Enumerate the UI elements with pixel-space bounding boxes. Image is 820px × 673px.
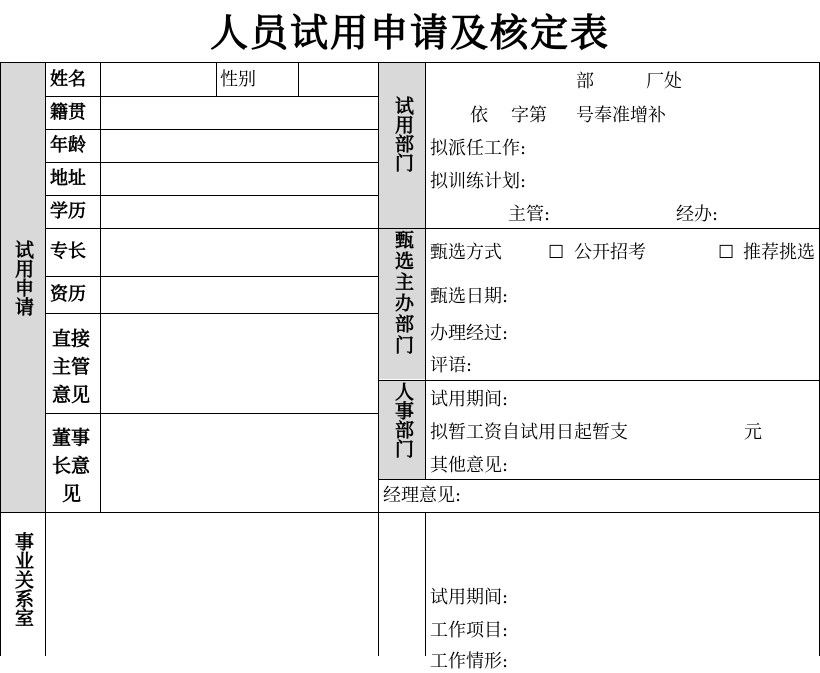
col-line-6 <box>425 62 426 480</box>
age-label: 年龄 <box>50 135 86 156</box>
supervisor-sign-label: 主管: <box>508 204 551 225</box>
qualification-label: 资历 <box>50 284 86 305</box>
affairs-section-label: 事业关系室 <box>12 532 34 627</box>
row-line-section <box>0 512 820 513</box>
chairman-opinion-line-1: 董事 <box>52 427 91 449</box>
col-line-5 <box>378 62 379 656</box>
hr-salary-label: 拟暂工资自试用日起暂支 <box>430 422 628 443</box>
hr-salary-unit: 元 <box>744 422 762 443</box>
dept-line-zidi: 字第 <box>511 105 547 126</box>
supervisor-opinion-line-1: 直接 <box>52 328 91 350</box>
screen-process-label: 办理经过: <box>430 323 509 344</box>
origin-label: 籍贯 <box>50 102 86 123</box>
dept-line-yi: 依 <box>470 105 488 126</box>
supervisor-opinion-label <box>52 325 90 409</box>
row-line-age <box>45 162 379 163</box>
option-open-recruit-label: 公开招考 <box>574 242 646 263</box>
option-recommend-label: 推荐挑选 <box>743 242 815 263</box>
specialty-label: 专长 <box>50 241 86 262</box>
row-line-specialty <box>45 276 379 277</box>
gender-input[interactable] <box>299 63 378 96</box>
row-line-qualification <box>45 313 379 314</box>
screen-label: 甄选主办部门 <box>392 230 414 356</box>
row-line-address <box>45 195 379 196</box>
row-line-origin <box>45 129 379 130</box>
bottom-cut-line-label: 工作情形: <box>430 651 509 672</box>
row-line-supervisor <box>45 413 379 414</box>
bottom-period-label: 试用期间: <box>430 587 509 608</box>
education-label: 学历 <box>50 201 86 222</box>
checkbox-open-recruit[interactable]: ☐ <box>548 242 565 263</box>
hr-label: 人事部门 <box>392 382 414 458</box>
checkbox-recommend[interactable]: ☐ <box>718 242 735 263</box>
chairman-opinion-line-2: 长意 <box>52 455 91 477</box>
row-line-hr <box>378 479 820 480</box>
dept-line-office: 厂处 <box>646 71 682 92</box>
screen-date-label: 甄选日期: <box>430 286 509 307</box>
apply-section-label: 试用申请 <box>12 240 34 316</box>
assigned-work-label: 拟派任工作: <box>430 138 527 159</box>
col-line-1 <box>45 62 46 656</box>
chairman-opinion-label <box>52 424 90 508</box>
dept-line-dept: 部 <box>576 71 594 92</box>
screen-method-label: 甄选方式 <box>430 242 502 263</box>
bottom-work-items-label: 工作项目: <box>430 620 509 641</box>
row-line-screen <box>378 380 820 381</box>
dept-label: 试用部门 <box>392 96 414 172</box>
col-line-3 <box>216 62 217 96</box>
manager-opinion-label: 经理意见: <box>383 485 462 506</box>
handler-sign-label: 经办: <box>676 204 719 225</box>
row-line-education <box>45 228 820 229</box>
frame-left <box>0 62 1 656</box>
hr-period-label: 试用期间: <box>430 389 509 410</box>
supervisor-opinion-line-3: 意见 <box>52 384 91 406</box>
hr-other-label: 其他意见: <box>430 455 509 476</box>
page-title: 人员试用申请及核定表 <box>209 10 610 55</box>
gender-label: 性别 <box>220 69 256 90</box>
screen-comment-label: 评语: <box>430 355 473 376</box>
col-line-7 <box>425 512 426 656</box>
chairman-opinion-line-3: 见 <box>62 483 82 505</box>
name-label: 姓名 <box>50 69 86 90</box>
name-input[interactable] <box>101 63 215 96</box>
address-label: 地址 <box>50 168 86 189</box>
dept-line-approve: 号奉准增补 <box>576 105 666 126</box>
row-line-name <box>45 96 379 97</box>
training-plan-label: 拟训练计划: <box>430 171 527 192</box>
supervisor-opinion-line-2: 主管 <box>52 356 91 378</box>
